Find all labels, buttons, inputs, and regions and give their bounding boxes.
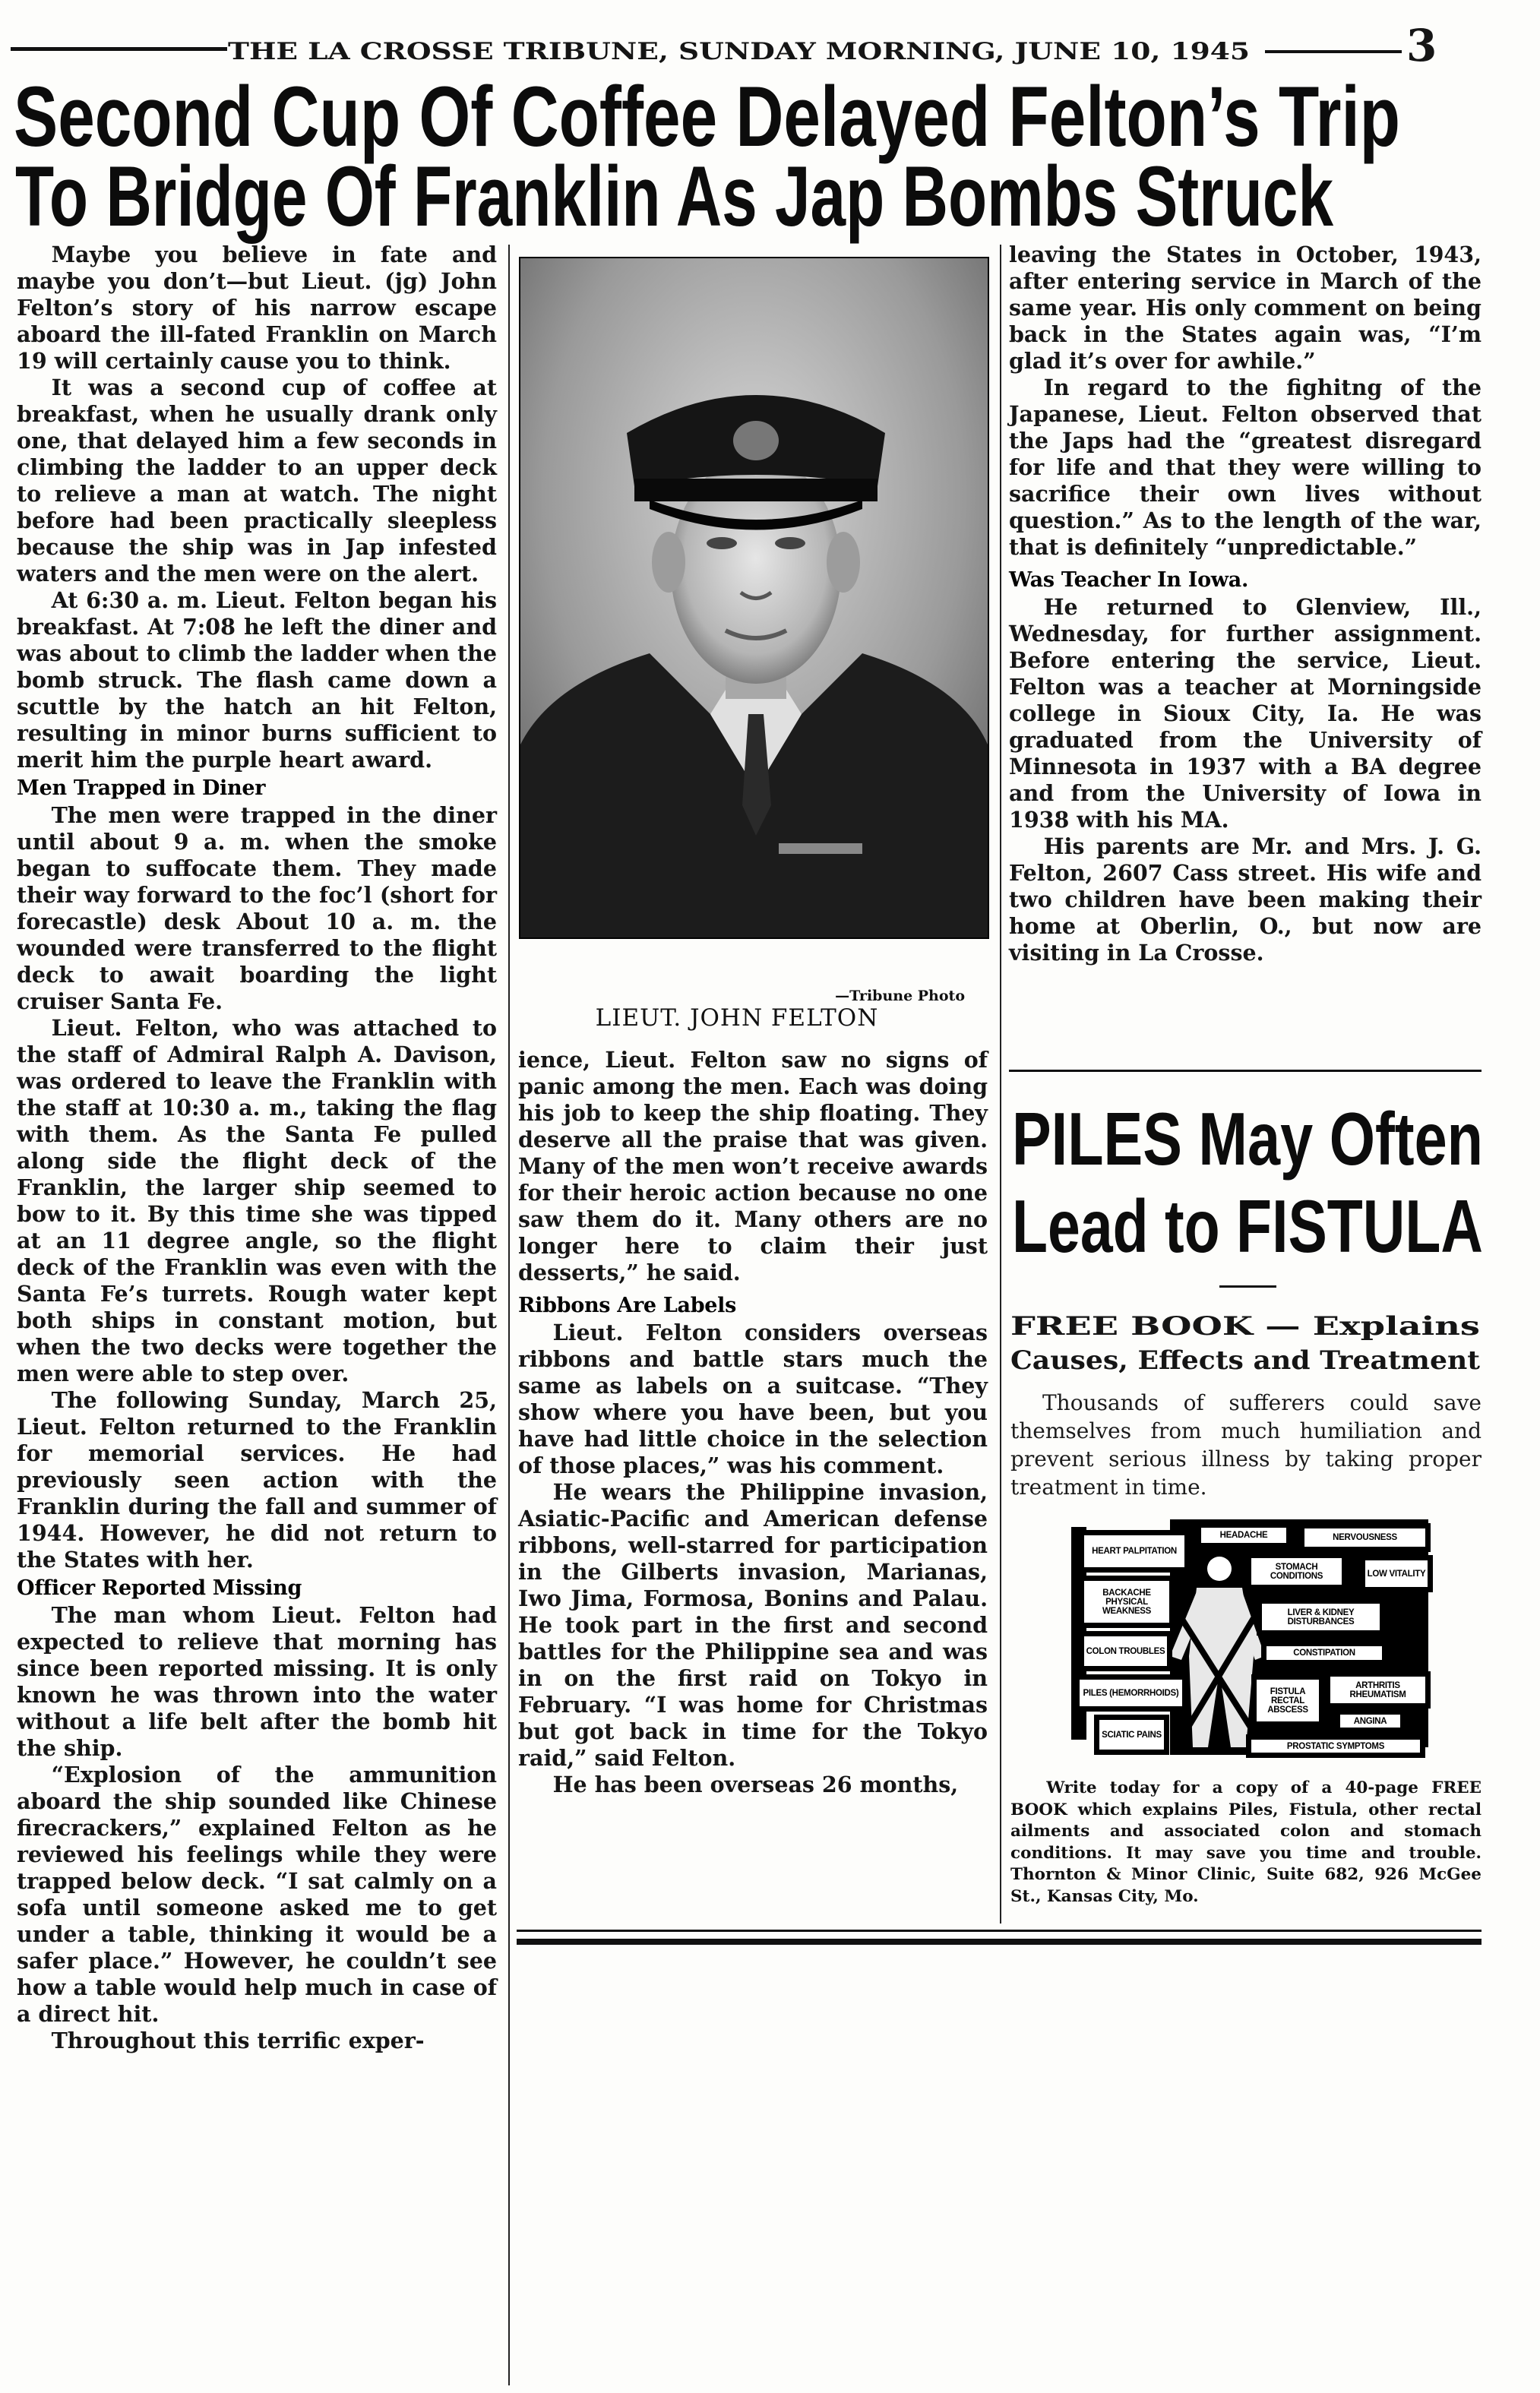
article-column-2 — [518, 1047, 988, 1798]
subheading: Men Trapped in Diner — [17, 776, 266, 800]
page-number — [1402, 21, 1455, 67]
ad-body — [1010, 1389, 1481, 1501]
bottom-rule-thick — [517, 1939, 1481, 1945]
paragraph: The man whom Lieut. Felton had expected to relieve that morning has since been reported missing. It is only known he was thrown into the water without a life belt after the bomb hit the ship. — [17, 1602, 497, 1761]
paragraph: He wears the Philippine invasion, Asiatic-Pacific and American defense ribbons, well-starred for participation in the Gilberts invasion, Marianas, Iwo Jima, Formosa, Bonins and Palau. He took part in the first and second battles for the Philippine sea and was in on the first raid on Tokyo in February. “I was home for Christmas but got back in time for the Tokyo raid,” said Felton. — [518, 1479, 988, 1771]
label-sciatic-pains: SCIATIC PAINS — [1096, 1717, 1167, 1753]
ad-footer-text: Write today for a copy of a 40-page FREE BOOK which explains Piles, Fistula, other rectal ailments and associated colon and stomach conditions. It may save you time and trouble. Thornton & Minor Clinic, Suite 682, 926 McGee St., Kansas City, Mo. — [1010, 1778, 1481, 1906]
label-fistula: FISTULA RECTAL ABSCESS — [1254, 1677, 1322, 1724]
paragraph: Lieut. Felton, who was attached to the staff of Admiral Ralph A. Davison, was ordered to leave the Franklin with the staff at 10:30 a. m., taking the flag with them. As the Santa Fe pulled along side the flight deck of the Franklin, the larger ship seemed to bow to it. By this time she was tipped at an 11 degree angle, so the flight deck of the Franklin was even with the Santa Fe’s turrets. Rough water kept both ships in constant motion, but when the two decks were together the men were able to step over. — [17, 1015, 497, 1386]
paragraph: He has been overseas 26 months, — [552, 1772, 959, 1797]
ad-top-rule — [1009, 1070, 1481, 1072]
ad-subheading-line-2: Causes, Effects and Treatment — [1010, 1345, 1481, 1376]
ad-body-text: Thousands of sufferers could save themselves from much humiliation and prevent serious illness by taking proper treatment in time. — [1010, 1390, 1481, 1500]
subheading: Was Teacher In Iowa. — [1009, 568, 1249, 592]
column-rule-2 — [1000, 245, 1001, 1924]
label-headache: HEADACHE — [1198, 1525, 1289, 1546]
label-backache: BACKACHE PHYSICAL WEAKNESS — [1081, 1578, 1172, 1626]
label-low-vitality: LOW VITALITY — [1362, 1557, 1431, 1590]
paragraph: His parents are Mr. and Mrs. J. G. Felton, 2607 Cass street. His wife and two children have been making their home at Oberlin, O., but now are visiting in La Crosse. — [1009, 833, 1481, 966]
headline-line-1: Second Cup Of Coffee Delayed Felton’s Trip — [14, 70, 1400, 164]
officer-portrait-image — [520, 258, 988, 937]
label-prostatic-symptoms: PROSTATIC SYMPTOMS — [1248, 1737, 1423, 1756]
masthead — [228, 30, 1254, 68]
subheading: Officer Reported Missing — [17, 1576, 302, 1600]
ad-headline — [1010, 1098, 1485, 1261]
paragraph: leaving the States in October, 1943, after entering service in March of the same year. His only comment on being back in the States again was, “I’m glad it’s over for awhile.” — [1009, 242, 1481, 374]
paragraph: Maybe you believe in fate and maybe you don’t—but Lieut. (jg) John Felton’s story of his narrow escape aboard the ill-fated Franklin on March 19 will certainly cause you to think. — [17, 242, 497, 374]
page-number-text: 3 — [1406, 21, 1437, 67]
bottom-rule-thin — [517, 1930, 1481, 1932]
article-column-1 — [17, 242, 497, 2054]
ad-headline-line-1: PILES May Often — [1012, 1098, 1483, 1181]
subheading: Ribbons Are Labels — [518, 1294, 737, 1317]
paragraph: “Explosion of the ammunition aboard the ship sounded like Chinese firecrackers,” explained Felton as he reviewed his feelings while they were trapped below deck. “I sat calmly on a sofa until someone asked me to get under a table, thinking it would be a safer place.” However, he couldn’t see how a table would help much in case of a direct hit. — [17, 1762, 497, 2027]
photo-credit: —Tribune Photo — [835, 988, 965, 1004]
ad-dash — [1219, 1285, 1276, 1288]
column-rule-1 — [508, 245, 510, 2385]
paragraph: He returned to Glenview, Ill., Wednesday, for further assignment. Before entering the service, Lieut. Felton was a teacher at Morningside college in Sioux City, Ia. He was graduated from the University of Minnesota in 1937 with a BA degree and from the University of Iowa in 1938 with his MA. — [1009, 594, 1481, 833]
headline — [14, 70, 1427, 245]
paragraph: The following Sunday, March 25, Lieut. Felton returned to the Franklin for memorial services. He had previously seen action with the Franklin during the fall and summer of 1944. However, he did not return to the States with her. — [17, 1387, 497, 1573]
label-stomach-conditions: STOMACH CONDITIONS — [1248, 1555, 1345, 1588]
paragraph: Lieut. Felton considers overseas ribbons and battle stars much the same as labels on a suitcase. “They show where you have been, but you have had little choice in the selection of those places,” was his comment. — [518, 1320, 988, 1478]
paragraph: At 6:30 a. m. Lieut. Felton began his breakfast. At 7:08 he left the diner and was about to climb the ladder when the bomb struck. The flash came down a scuttle by the hatch an hit Felton, resulting in minor burns sufficient to merit him the purple heart award. — [17, 587, 497, 773]
ad-subheading — [1009, 1308, 1484, 1377]
label-piles: PILES (HEMORRHOIDS) — [1077, 1677, 1185, 1709]
label-angina: ANGINA — [1337, 1712, 1403, 1731]
paragraph: In regard to the fighitng of the Japanese, Lieut. Felton observed that the Japs had the “greatest disregard for life and that they were willing to sacrifice their own lives without question.” As to the length of the war, that is definitely “unpredictable.” — [1009, 375, 1481, 560]
label-colon-troubles: COLON TROUBLES — [1081, 1633, 1170, 1669]
article-column-3 — [1009, 242, 1481, 966]
ad-headline-line-2: Lead to FISTULA — [1012, 1184, 1483, 1261]
label-constipation: CONSTIPATION — [1263, 1643, 1385, 1663]
paragraph: It was a second cup of coffee at breakfast, when he usually drank only one, that delayed him a few seconds in climbing the ladder to an upper deck to relieve a man at watch. The night before had been practically sleepless because the ship was in Jap infested waters and the men were on the alert. — [17, 375, 497, 586]
label-liver-kidney: LIVER & KIDNEY DISTURBANCES — [1259, 1601, 1383, 1633]
paragraph: The men were trapped in the diner until about 9 a. m. when the smoke began to suffocate them. They made their way forward to the foc’l (short for forecastle) desk About 10 a. m. the wounded were transferred to the flight deck to await boarding the light cruiser Santa Fe. — [17, 802, 497, 1014]
paragraph: Throughout this terrific exper- — [51, 2028, 425, 2053]
portrait-photo — [519, 257, 989, 939]
label-arthritis: ARTHRITIS RHEUMATISM — [1327, 1674, 1428, 1706]
masthead-text: THE LA CROSSE TRIBUNE, SUNDAY MORNING, JUNE 10, 1945 — [228, 38, 1250, 65]
masthead-rule-left — [11, 47, 227, 51]
headline-line-2: To Bridge Of Franklin As Jap Bombs Struck — [15, 149, 1334, 244]
paragraph: ience, Lieut. Felton saw no signs of panic among the men. Each was doing his job to keep the ship floating. They deserve all the praise that was given. Many of the men won’t receive awards for their heroic action because no one saw them do it. Many others are no longer here to claim their just desserts,” he said. — [518, 1047, 988, 1285]
label-nervousness: NERVOUSNESS — [1301, 1525, 1428, 1550]
ad-footer — [1010, 1778, 1481, 1908]
masthead-rule-right — [1265, 50, 1402, 53]
ad-subheading-line-1: FREE BOOK — Explains — [1010, 1311, 1480, 1342]
label-heart-palpitation: HEART PALPITATION — [1081, 1532, 1187, 1570]
ailments-diagram — [1056, 1504, 1436, 1759]
photo-caption: LIEUT. JOHN FELTON — [595, 1004, 879, 1032]
